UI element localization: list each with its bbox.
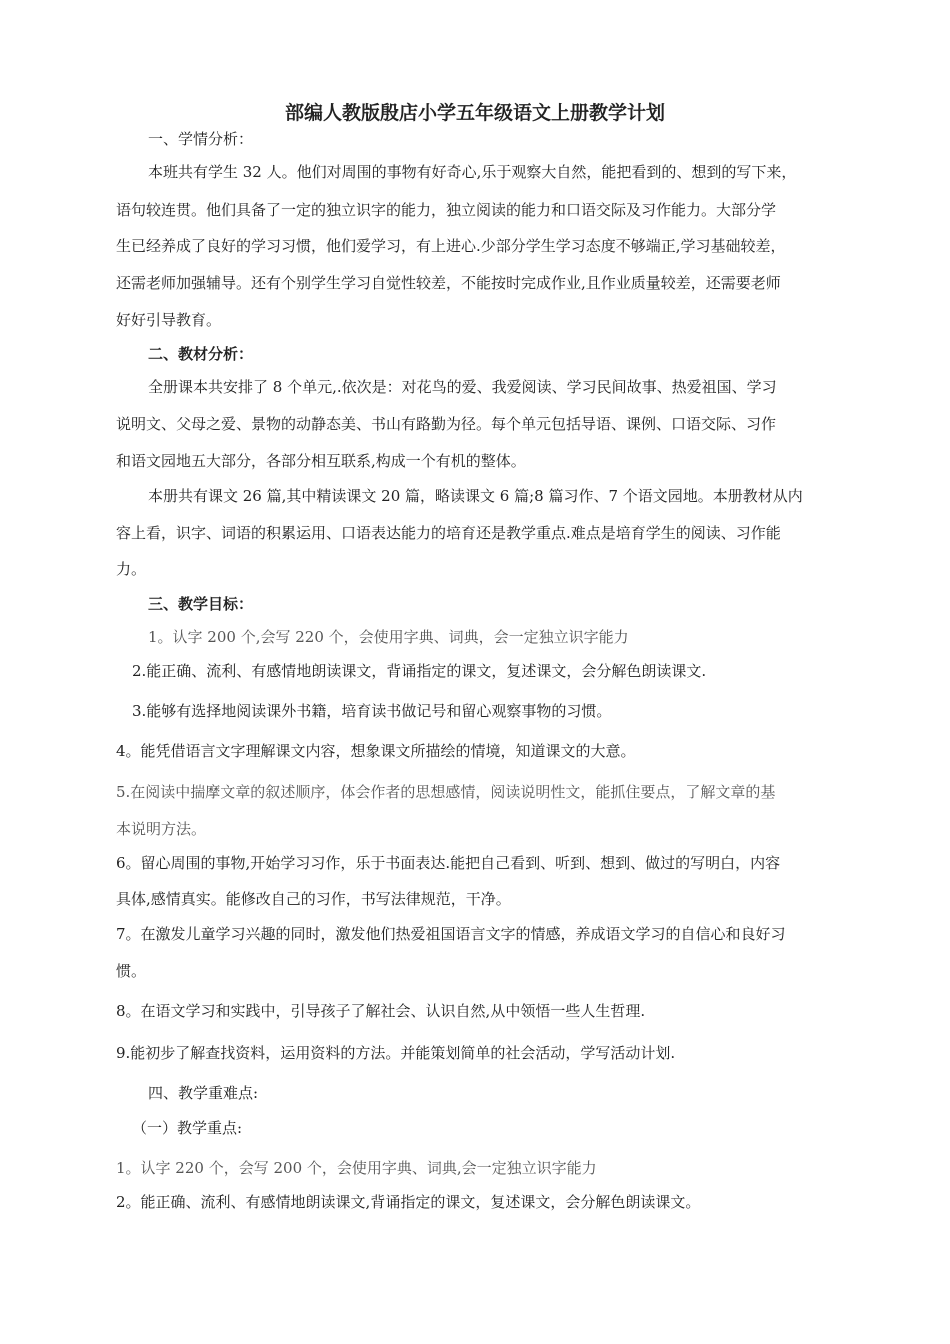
- paragraph-line: 全册课本共安排了 8 个单元,.依次是：对花鸟的爱、我爱阅读、学习民间故事、热爱祖国、学习: [148, 378, 777, 396]
- goal-item: 4。能凭借语言文字理解课文内容，想象课文所描绘的情境，知道课文的大意。: [116, 742, 636, 760]
- goal-item: 本说明方法。: [116, 820, 207, 838]
- paragraph-line: 还需老师加强辅导。还有个别学生学习自觉性较差，不能按时完成作业,且作业质量较差，还需要老师: [116, 274, 781, 292]
- subsection-heading-key-points: （一）教学重点:: [132, 1119, 243, 1137]
- section-heading-key-difficulties: 四、教学重难点:: [148, 1084, 259, 1102]
- goal-item: 2.能正确、流利、有感情地朗读课文，背诵指定的课文，复述课文，会分解色朗读课文.: [132, 662, 707, 680]
- paragraph-line: 容上看，识字、词语的积累运用、口语表达能力的培育还是教学重点.难点是培育学生的阅读、习作能: [116, 524, 781, 542]
- goal-item: 惯。: [116, 962, 147, 980]
- section-heading-textbook-analysis: 二、教材分析：: [148, 345, 254, 363]
- paragraph-line: 好好引导教育。: [116, 311, 222, 329]
- section-heading-learning-analysis: 一、学情分析：: [148, 130, 254, 148]
- goal-item: 7。在激发儿童学习兴趣的同时，激发他们热爱祖国语言文字的情感，养成语文学习的自信心和良好习: [116, 925, 786, 943]
- paragraph-line: 力。: [116, 560, 147, 578]
- goal-item: 9.能初步了解查找资料，运用资料的方法。并能策划简单的社会活动，学写活动计划.: [116, 1044, 676, 1062]
- goal-item: 6。留心周围的事物,开始学习习作，乐于书面表达.能把自己看到、听到、想到、做过的写明白，内容: [116, 854, 781, 872]
- key-point-item: 2。能正确、流利、有感情地朗读课文,背诵指定的课文，复述课文，会分解色朗读课文。: [116, 1193, 701, 1211]
- goal-item: 1。认字 200 个,会写 220 个，会使用字典、词典，会一定独立识字能力: [148, 628, 629, 646]
- paragraph-line: 生已经养成了良好的学习习惯，他们爱学习，有上进心.少部分学生学习态度不够端正,学习基础较差，: [116, 237, 786, 255]
- key-point-item: 1。认字 220 个，会写 200 个，会使用字典、词典,会一定独立识字能力: [116, 1159, 597, 1177]
- section-heading-teaching-goals: 三、教学目标：: [148, 595, 254, 613]
- goal-item: 8。在语文学习和实践中，引导孩子了解社会、认识自然,从中领悟一些人生哲理.: [116, 1002, 646, 1020]
- paragraph-line: 本册共有课文 26 篇,其中精读课文 20 篇，略读课文 6 篇;8 篇习作、7 个语文园地。本册教材从内: [148, 487, 803, 505]
- document-title: 部编人教版殷店小学五年级语文上册教学计划: [284, 102, 665, 124]
- goal-item: 具体,感情真实。能修改自己的习作，书写法律规范，干净。: [116, 890, 511, 908]
- paragraph-line: 说明文、父母之爱、景物的动静态美、书山有路勤为径。每个单元包括导语、课例、口语交际、习作: [116, 415, 777, 433]
- paragraph-line: 本班共有学生 32 人。他们对周围的事物有好奇心,乐于观察大自然，能把看到的、想到的写下来，: [148, 163, 797, 181]
- paragraph-line: 和语文园地五大部分，各部分相互联系,构成一个有机的整体。: [116, 452, 526, 470]
- paragraph-line: 语句较连贯。他们具备了一定的独立识字的能力，独立阅读的能力和口语交际及习作能力。大部分学: [116, 201, 777, 219]
- goal-item: 3.能够有选择地阅读课外书籍，培育读书做记号和留心观察事物的习惯。: [132, 702, 612, 720]
- goal-item: 5.在阅读中揣摩文章的叙述顺序，体会作者的思想感情，阅读说明性文，能抓住要点，了解文章的基: [116, 783, 776, 801]
